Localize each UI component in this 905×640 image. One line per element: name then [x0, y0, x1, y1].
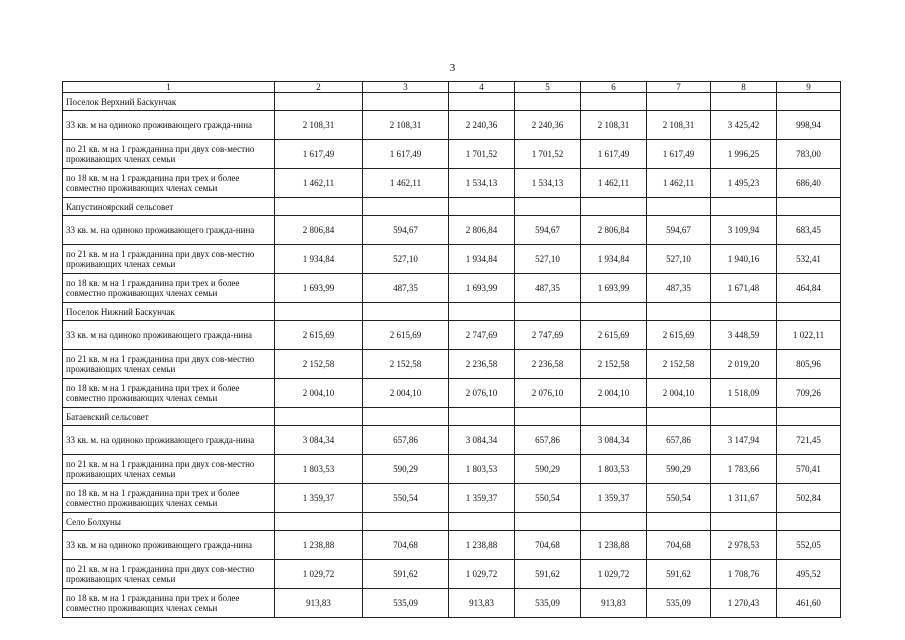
value-cell: 594,67: [515, 216, 581, 245]
column-header: 4: [449, 82, 515, 93]
value-cell: 2 019,20: [711, 350, 777, 379]
value-cell: 594,67: [647, 216, 711, 245]
section-title: Поселок Верхний Баскунчак: [63, 93, 275, 111]
value-cell: 550,54: [515, 484, 581, 513]
value-cell: 2 747,69: [515, 321, 581, 350]
value-cell: 1 029,72: [275, 560, 363, 589]
empty-cell: [581, 408, 647, 426]
value-cell: 2 152,58: [363, 350, 449, 379]
value-cell: 1 495,23: [711, 169, 777, 198]
table-row: [63, 560, 841, 589]
value-cell: 1 803,53: [449, 455, 515, 484]
value-cell: 1 359,37: [581, 484, 647, 513]
value-cell: 1 462,11: [275, 169, 363, 198]
empty-cell: [777, 303, 841, 321]
empty-cell: [449, 198, 515, 216]
table-row: [63, 321, 841, 350]
column-header-row: [63, 82, 841, 93]
value-cell: 683,45: [777, 216, 841, 245]
value-cell: 704,68: [363, 531, 449, 560]
value-cell: 1 617,49: [581, 140, 647, 169]
empty-cell: [363, 198, 449, 216]
empty-cell: [515, 303, 581, 321]
value-cell: 1 022,11: [777, 321, 841, 350]
value-cell: 1 534,13: [515, 169, 581, 198]
empty-cell: [363, 513, 449, 531]
value-cell: 3 147,94: [711, 426, 777, 455]
row-description: по 18 кв. м на 1 гражданина при трех и более совместно проживающих членах семьи: [63, 484, 275, 513]
table-row: [63, 140, 841, 169]
empty-cell: [449, 513, 515, 531]
row-description: по 18 кв. м на 1 гражданина при трех и более совместно проживающих членах семьи: [63, 589, 275, 618]
value-cell: 2 004,10: [647, 379, 711, 408]
value-cell: 1 701,52: [515, 140, 581, 169]
column-header: 2: [275, 82, 363, 93]
column-header: 8: [711, 82, 777, 93]
value-cell: 502,84: [777, 484, 841, 513]
value-cell: 2 615,69: [363, 321, 449, 350]
empty-cell: [275, 93, 363, 111]
section-row: [63, 408, 841, 426]
value-cell: 1 359,37: [449, 484, 515, 513]
value-cell: 998,94: [777, 111, 841, 140]
value-cell: 3 084,34: [275, 426, 363, 455]
value-cell: 2 806,84: [449, 216, 515, 245]
value-cell: 1 311,67: [711, 484, 777, 513]
value-cell: 704,68: [647, 531, 711, 560]
value-cell: 594,67: [363, 216, 449, 245]
table-row: [63, 426, 841, 455]
value-cell: 1 671,48: [711, 274, 777, 303]
row-description: по 21 кв. м на 1 гражданина при двух сов-местно проживающих членах семьи: [63, 140, 275, 169]
empty-cell: [777, 513, 841, 531]
value-cell: 527,10: [515, 245, 581, 274]
empty-cell: [449, 93, 515, 111]
value-cell: 552,05: [777, 531, 841, 560]
value-cell: 535,09: [363, 589, 449, 618]
section-row: [63, 93, 841, 111]
empty-cell: [711, 513, 777, 531]
table-row: [63, 169, 841, 198]
value-cell: 461,60: [777, 589, 841, 618]
value-cell: 591,62: [647, 560, 711, 589]
value-cell: 2 615,69: [275, 321, 363, 350]
empty-cell: [711, 198, 777, 216]
row-description: по 21 кв. м на 1 гражданина при двух сов-местно проживающих членах семьи: [63, 455, 275, 484]
value-cell: 3 084,34: [449, 426, 515, 455]
value-cell: 1 617,49: [647, 140, 711, 169]
value-cell: 2 108,31: [363, 111, 449, 140]
value-cell: 2 615,69: [581, 321, 647, 350]
value-cell: 913,83: [449, 589, 515, 618]
value-cell: 2 004,10: [363, 379, 449, 408]
column-header: 5: [515, 82, 581, 93]
empty-cell: [647, 93, 711, 111]
value-cell: 1 693,99: [449, 274, 515, 303]
value-cell: 1 693,99: [275, 274, 363, 303]
empty-cell: [711, 303, 777, 321]
value-cell: 1 462,11: [647, 169, 711, 198]
empty-cell: [777, 93, 841, 111]
table-row: [63, 484, 841, 513]
value-cell: 535,09: [515, 589, 581, 618]
row-description: по 21 кв. м на 1 гражданина при двух сов-местно проживающих членах семьи: [63, 350, 275, 379]
table-row: [63, 350, 841, 379]
value-cell: 1 359,37: [275, 484, 363, 513]
empty-cell: [275, 513, 363, 531]
section-title: Батаевский сельсовет: [63, 408, 275, 426]
table-row: [63, 531, 841, 560]
value-cell: 3 448,59: [711, 321, 777, 350]
value-cell: 657,86: [515, 426, 581, 455]
value-cell: 550,54: [647, 484, 711, 513]
row-description: 33 кв. м на одиноко проживающего гражда-нина: [63, 321, 275, 350]
value-cell: 1 029,72: [581, 560, 647, 589]
value-cell: 1 783,66: [711, 455, 777, 484]
empty-cell: [647, 408, 711, 426]
empty-cell: [275, 408, 363, 426]
empty-cell: [363, 93, 449, 111]
table-row: [63, 455, 841, 484]
table-row: [63, 589, 841, 618]
section-title: Село Болхуны: [63, 513, 275, 531]
column-header: 1: [63, 82, 275, 93]
value-cell: 2 806,84: [275, 216, 363, 245]
value-cell: 657,86: [647, 426, 711, 455]
column-header: 9: [777, 82, 841, 93]
empty-cell: [777, 408, 841, 426]
row-description: по 18 кв. м на 1 гражданина при трех и более совместно проживающих членах семьи: [63, 169, 275, 198]
value-cell: 704,68: [515, 531, 581, 560]
value-cell: 2 108,31: [581, 111, 647, 140]
value-cell: 709,26: [777, 379, 841, 408]
empty-cell: [581, 513, 647, 531]
value-cell: 527,10: [363, 245, 449, 274]
value-cell: 1 803,53: [581, 455, 647, 484]
value-cell: 1 934,84: [581, 245, 647, 274]
value-cell: 686,40: [777, 169, 841, 198]
column-header: 6: [581, 82, 647, 93]
value-cell: 1 462,11: [363, 169, 449, 198]
section-row: [63, 198, 841, 216]
value-cell: 591,62: [363, 560, 449, 589]
value-cell: 1 693,99: [581, 274, 647, 303]
section-title: Капустиноярский сельсовет: [63, 198, 275, 216]
value-cell: 487,35: [363, 274, 449, 303]
value-cell: 2 236,58: [515, 350, 581, 379]
empty-cell: [581, 93, 647, 111]
empty-cell: [515, 408, 581, 426]
value-cell: 2 806,84: [581, 216, 647, 245]
value-cell: 2 004,10: [275, 379, 363, 408]
value-cell: 913,83: [581, 589, 647, 618]
empty-cell: [515, 198, 581, 216]
empty-cell: [363, 303, 449, 321]
page-number: 3: [449, 62, 456, 74]
value-cell: 1 518,09: [711, 379, 777, 408]
empty-cell: [581, 303, 647, 321]
value-cell: 1 238,88: [275, 531, 363, 560]
section-title: Поселок Нижний Баскунчак: [63, 303, 275, 321]
empty-cell: [777, 198, 841, 216]
value-cell: 2 108,31: [275, 111, 363, 140]
value-cell: 1 934,84: [275, 245, 363, 274]
table-row: [63, 379, 841, 408]
value-cell: 487,35: [515, 274, 581, 303]
value-cell: 1 996,25: [711, 140, 777, 169]
empty-cell: [515, 93, 581, 111]
row-description: 33 кв. м. на одиноко проживающего гражда-нина: [63, 216, 275, 245]
value-cell: 1 029,72: [449, 560, 515, 589]
empty-cell: [449, 303, 515, 321]
empty-cell: [711, 93, 777, 111]
value-cell: 590,29: [647, 455, 711, 484]
housing-cost-table: [62, 81, 841, 618]
value-cell: 1 534,13: [449, 169, 515, 198]
value-cell: 487,35: [647, 274, 711, 303]
value-cell: 3 084,34: [581, 426, 647, 455]
value-cell: 2 615,69: [647, 321, 711, 350]
section-row: [63, 303, 841, 321]
row-description: 33 кв. м на одиноко проживающего гражда-нина: [63, 111, 275, 140]
row-description: 33 кв. м на одиноко проживающего гражда-нина: [63, 531, 275, 560]
value-cell: 2 152,58: [647, 350, 711, 379]
value-cell: 532,41: [777, 245, 841, 274]
table-row: [63, 274, 841, 303]
empty-cell: [449, 408, 515, 426]
value-cell: 527,10: [647, 245, 711, 274]
value-cell: 3 109,94: [711, 216, 777, 245]
table-row: [63, 111, 841, 140]
value-cell: 2 076,10: [449, 379, 515, 408]
table-row: [63, 216, 841, 245]
empty-cell: [711, 408, 777, 426]
value-cell: 1 462,11: [581, 169, 647, 198]
value-cell: 2 076,10: [515, 379, 581, 408]
row-description: по 21 кв. м на 1 гражданина при двух сов-местно проживающих членах семьи: [63, 245, 275, 274]
value-cell: 2 152,58: [275, 350, 363, 379]
value-cell: 1 940,16: [711, 245, 777, 274]
value-cell: 2 240,36: [515, 111, 581, 140]
value-cell: 1 934,84: [449, 245, 515, 274]
empty-cell: [647, 198, 711, 216]
value-cell: 535,09: [647, 589, 711, 618]
table-row: [63, 245, 841, 274]
value-cell: 2 004,10: [581, 379, 647, 408]
value-cell: 591,62: [515, 560, 581, 589]
value-cell: 1 701,52: [449, 140, 515, 169]
empty-cell: [275, 303, 363, 321]
value-cell: 1 270,43: [711, 589, 777, 618]
value-cell: 464,84: [777, 274, 841, 303]
value-cell: 590,29: [363, 455, 449, 484]
value-cell: 1 803,53: [275, 455, 363, 484]
row-description: по 18 кв. м на 1 гражданина при трех и более совместно проживающих членах семьи: [63, 379, 275, 408]
section-row: [63, 513, 841, 531]
empty-cell: [647, 303, 711, 321]
value-cell: 2 978,53: [711, 531, 777, 560]
row-description: по 21 кв. м на 1 гражданина при двух сов-местно проживающих членах семьи: [63, 560, 275, 589]
value-cell: 550,54: [363, 484, 449, 513]
value-cell: 657,86: [363, 426, 449, 455]
value-cell: 783,00: [777, 140, 841, 169]
empty-cell: [363, 408, 449, 426]
value-cell: 1 617,49: [275, 140, 363, 169]
empty-cell: [275, 198, 363, 216]
value-cell: 721,45: [777, 426, 841, 455]
column-header: 7: [647, 82, 711, 93]
value-cell: 1 238,88: [581, 531, 647, 560]
value-cell: 2 240,36: [449, 111, 515, 140]
value-cell: 2 747,69: [449, 321, 515, 350]
value-cell: 1 617,49: [363, 140, 449, 169]
empty-cell: [581, 198, 647, 216]
value-cell: 805,96: [777, 350, 841, 379]
row-description: 33 кв. м. на одиноко проживающего гражда-нина: [63, 426, 275, 455]
row-description: по 18 кв. м на 1 гражданина при трех и более совместно проживающих членах семьи: [63, 274, 275, 303]
empty-cell: [647, 513, 711, 531]
empty-cell: [515, 513, 581, 531]
value-cell: 2 236,58: [449, 350, 515, 379]
value-cell: 1 708,76: [711, 560, 777, 589]
value-cell: 570,41: [777, 455, 841, 484]
value-cell: 1 238,88: [449, 531, 515, 560]
value-cell: 913,83: [275, 589, 363, 618]
value-cell: 2 152,58: [581, 350, 647, 379]
value-cell: 590,29: [515, 455, 581, 484]
value-cell: 495,52: [777, 560, 841, 589]
column-header: 3: [363, 82, 449, 93]
value-cell: 3 425,42: [711, 111, 777, 140]
value-cell: 2 108,31: [647, 111, 711, 140]
